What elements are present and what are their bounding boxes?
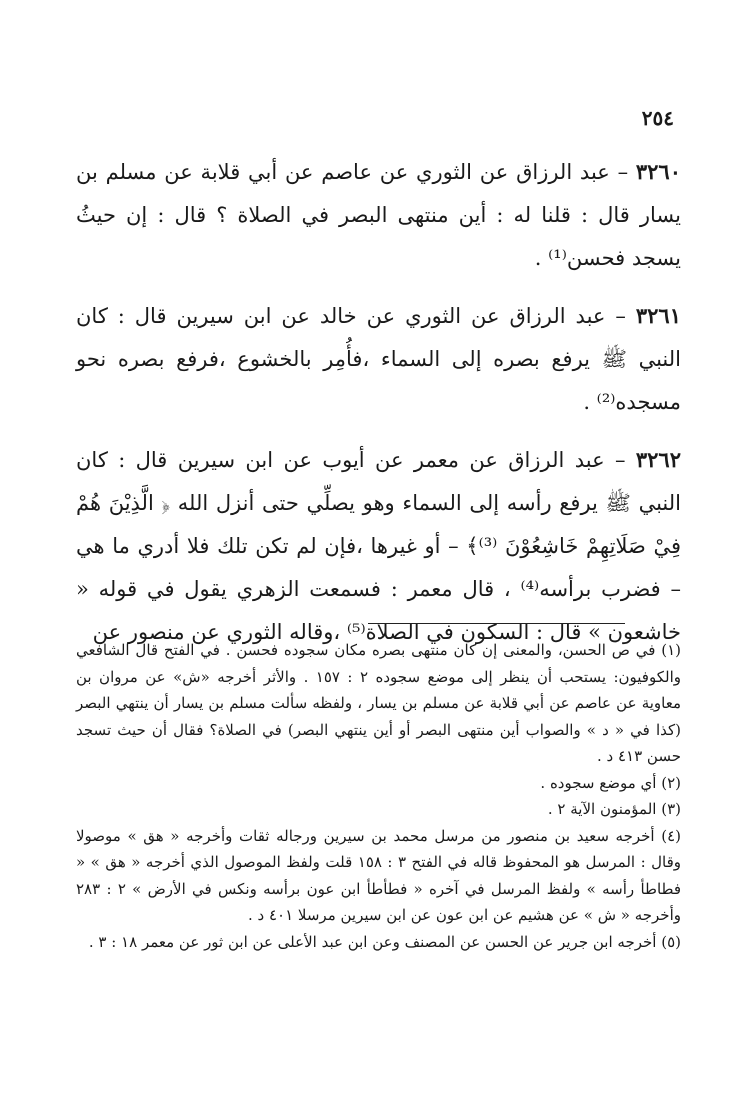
hadith-paragraph <box>76 294 681 424</box>
page-number: ٢٥٤ <box>641 106 674 130</box>
footnote-text: أخرجه سعيد بن منصور من مرسل محمد بن سيرين ورجاله ثقات وأخرجه « هق » موصولا وقال : المرسل هو المحفوظ قاله في الفتح ٣ : ١٥٨ قلت ولفظ الموصول الذي أخرجه « هق » « فطاطأ رأسه » ولفظ المرسل في آخره « فطأطأ ابن عون برأسه ونكس في الأرض » ٢ : ٢٨٣ وأخرجه « ش » عن هشيم عن ابن عون عن ابن سيرين مرسلا ٤٠١ د . <box>76 826 681 924</box>
footnote-text: أي موضع سجوده . <box>540 773 657 792</box>
footnote-number: (٢) <box>661 773 681 792</box>
footnote-number: (٥) <box>661 932 681 951</box>
footnote <box>76 823 681 929</box>
footnote-number: (٣) <box>661 800 681 818</box>
footnote <box>76 770 681 797</box>
hadith-text: – عبد الرزاق عن الثوري عن خالد عن ابن سيرين قال : كان النبي ﷺ يرفع بصره إلى السماء ،فأُمِر بالخشوع ،فرفع بصره نحو مسجده⁽²⁾ . <box>76 304 681 414</box>
footnote-text: في ص الحسن، والمعنى إن كان منتهى بصره مكان سجوده فحسن . في الفتح قال الشافعي والكوفيون: يستحب أن ينظر إلى موضع سجوده ٢ : ١٥٧ . والأثر أخرجه «ش» عن مروان بن معاوية عن عاصم عن أبي قلابة عن مسلم بن يسار ، ولفظه سألت مسلم بن يسار أن ينتهي البصر (كذا في « د » والصواب أين منتهى البصر أو أين ينتهي البصر) في الصلاة؟ فقال أن حيث تسجد حسن ٤١٣ د . <box>76 641 681 765</box>
footnote-divider <box>368 623 625 624</box>
footnote <box>76 796 681 823</box>
footnote-text: المؤمنون الآية ٢ . <box>547 800 657 818</box>
footnote-number: (١) <box>661 641 681 659</box>
hadith-text: – عبد الرزاق عن معمر عن أيوب عن ابن سيرين قال : كان النبي ﷺ يرفع رأسه إلى السماء وهو يصلِّي حتى أنزل الله ﴿ الَّذِيْنَ هُمْ فِيْ صَلَاتِهِمْ خَاشِعُوْنَ ⁽³⁾﴾ – أو غيرها ،فإن لم تكن تلك فلا أدري ما هي – فضرب برأسه⁽⁴⁾ ، قال معمر : فسمعت الزهري يقول في قوله « خاشعون » قال : السكون في الصلاة⁽⁵⁾ ،وقاله الثوري عن منصور عن <box>76 448 681 644</box>
hadith-paragraph <box>76 150 681 280</box>
main-text <box>76 150 681 668</box>
hadith-number: ٣٢٦٠ <box>635 159 681 184</box>
hadith-text: – عبد الرزاق عن الثوري عن عاصم عن أبي قلابة عن مسلم بن يسار قال : قلنا له : أين منتهى البصر في الصلاة ؟ قال : إن حيثُ يسجد فحسن⁽¹⁾ . <box>76 160 681 270</box>
footnote <box>76 637 681 770</box>
footnote-number: (٤) <box>661 826 681 845</box>
hadith-number: ٣٢٦٢ <box>635 447 681 472</box>
hadith-number: ٣٢٦١ <box>635 303 681 328</box>
footnote <box>76 929 681 956</box>
footnotes <box>76 637 681 955</box>
hadith-paragraph <box>76 438 681 654</box>
footnote-text: أخرجه ابن جرير عن الحسن عن المصنف وعن ابن عبد الأعلى عن ابن ثور عن معمر ١٨ : ٣ . <box>88 932 657 951</box>
